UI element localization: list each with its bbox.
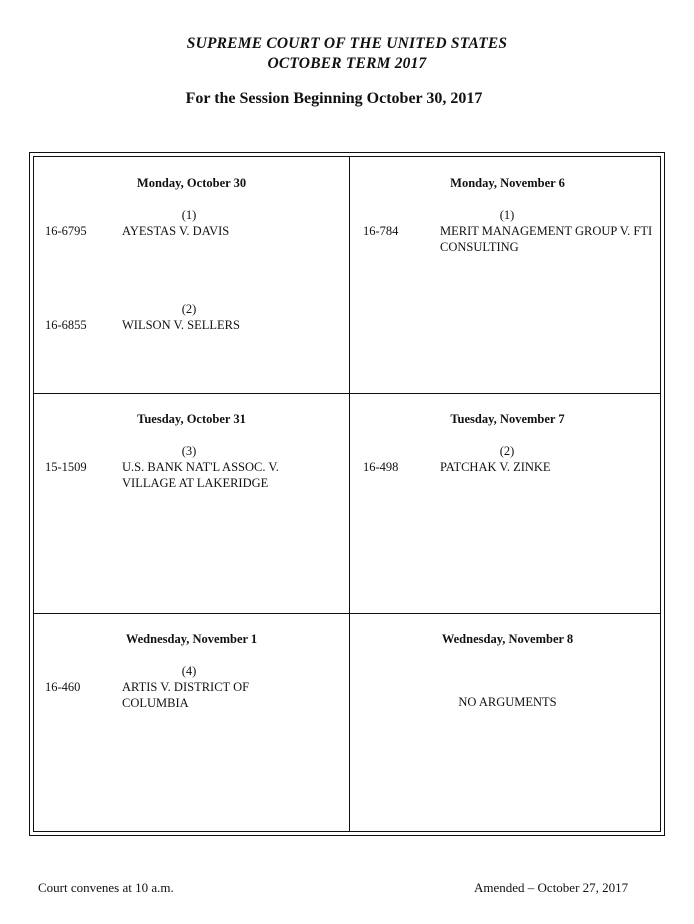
day-heading: Tuesday, November 7 [450,412,565,426]
docket-number: 15-1509 [45,460,87,474]
case-order-number: (1) [181,208,197,222]
argument-calendar [29,152,665,836]
no-arguments-note: NO ARGUMENTS [458,695,557,709]
day-heading: Wednesday, November 1 [125,632,258,646]
docket-number: 16-498 [363,460,399,474]
case-name: ARTIS V. DISTRICT OF COLUMBIA [122,680,250,710]
case-order-number: (4) [181,664,197,678]
docket-number: 16-784 [363,224,399,238]
day-heading: Wednesday, November 8 [441,632,574,646]
case-name: PATCHAK V. ZINKE [440,460,551,474]
calendar-grid [33,156,661,832]
day-heading: Monday, October 30 [136,176,247,190]
case-name: WILSON V. SELLERS [122,318,240,332]
session-title: For the Session Beginning October 30, 2017 [185,90,483,107]
case-order-number: (3) [181,444,197,458]
day-heading: Tuesday, October 31 [137,412,246,426]
case-name: AYESTAS V. DAVIS [122,224,230,238]
case-order-number: (1) [499,208,515,222]
column-divider [349,157,350,831]
case-name: U.S. BANK NAT'L ASSOC. V. VILLAGE AT LAKERIDGE [122,460,279,490]
docket-number: 16-6795 [45,224,87,238]
day-heading: Monday, November 6 [450,176,565,190]
court-name: SUPREME COURT OF THE UNITED STATES [186,35,508,52]
court-convenes-note: Court convenes at 10 a.m. [38,880,174,895]
term-title: OCTOBER TERM 2017 [267,55,427,72]
row-divider [34,393,660,394]
docket-number: 16-460 [45,680,81,694]
docket-number: 16-6855 [45,318,87,332]
case-order-number: (2) [499,444,515,458]
case-name: MERIT MANAGEMENT GROUP V. FTI CONSULTING [440,224,653,254]
amended-date-note: Amended – October 27, 2017 [474,880,629,895]
case-order-number: (2) [181,302,197,316]
row-divider [34,613,660,614]
